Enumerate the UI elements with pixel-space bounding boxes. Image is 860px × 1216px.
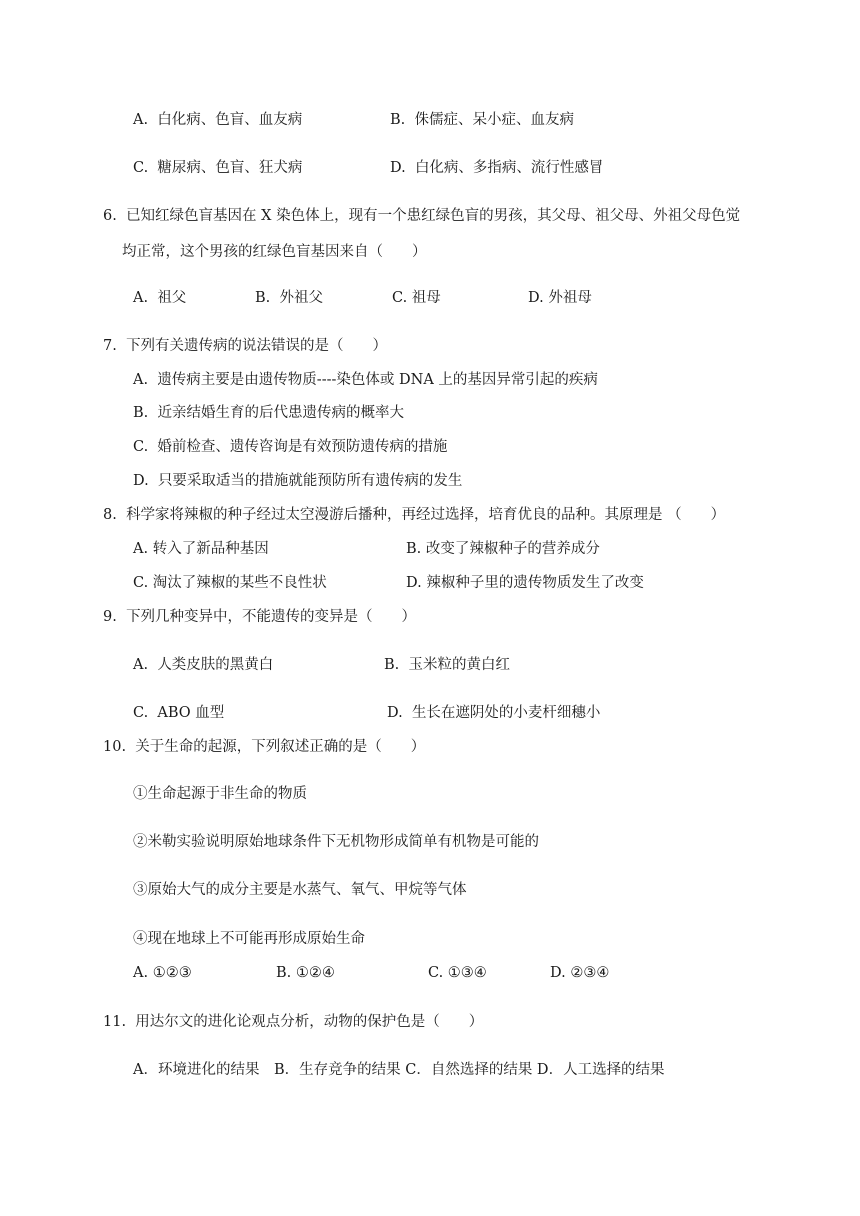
q8-stem: [103, 505, 725, 525]
option-letter: C.: [133, 160, 149, 176]
option-letter: B.: [384, 657, 400, 673]
option-text: 祖母: [411, 290, 441, 306]
option-text: ①③④: [447, 965, 487, 981]
q5-option-b: [390, 110, 574, 130]
question-stem: 下列有关遗传病的说法错误的是（ ）: [126, 338, 388, 354]
question-number: 6.: [103, 208, 117, 224]
option-text: ABO 血型: [157, 705, 225, 721]
q7-option-d: [133, 471, 462, 491]
q8-option-a: [133, 539, 269, 559]
q6-stem-line2: 均正常，这个男孩的红绿色盲基因来自（ ）: [122, 244, 427, 260]
option-text: ①②④: [295, 965, 335, 981]
q6-option-a: [133, 288, 186, 308]
q9-option-b: [384, 655, 510, 675]
option-letter: D.: [387, 705, 403, 721]
option-text: 改变了辣椒种子的营养成分: [425, 541, 600, 557]
option-letter: A.: [133, 541, 149, 557]
option-letter: B.: [406, 541, 422, 557]
option-text: 侏儒症、呆小症、血友病: [414, 112, 574, 128]
question-number: 8.: [103, 507, 117, 523]
option-letter: D.: [390, 160, 406, 176]
option-text: 人类皮肤的黑黄白: [157, 657, 274, 673]
option-text: 外祖父: [279, 290, 323, 306]
q10-option-c: [428, 963, 487, 983]
q9-stem: [103, 607, 416, 627]
q9-option-d: [387, 703, 600, 723]
q9-option-a: [133, 655, 273, 675]
q8-option-c: [133, 573, 327, 593]
option-letter: C.: [428, 965, 444, 981]
q5-option-d: [390, 158, 603, 178]
option-letter: B.: [276, 965, 292, 981]
option-text: 近亲结婚生育的后代患遗传病的概率大: [157, 405, 404, 421]
q11-options: A．环境进化的结果 B．生存竞争的结果 C．自然选择的结果 D．人工选择的结果: [133, 1062, 665, 1078]
question-stem: 科学家将辣椒的种子经过太空漫游后播种，再经过选择，培育优良的品种。其原理是 （ ）: [126, 507, 726, 523]
option-text: ②③④: [570, 965, 610, 981]
q5-option-c: [133, 158, 302, 178]
q7-option-a: [133, 370, 598, 390]
option-letter: A.: [133, 965, 149, 981]
option-letter: B.: [133, 405, 149, 421]
option-letter: D.: [133, 473, 149, 489]
option-letter: D.: [528, 290, 544, 306]
question-number: 10.: [103, 739, 127, 755]
question-stem: 已知红绿色盲基因在 X 染色体上，现有一个患红绿色盲的男孩，其父母、祖父母、外祖父母色觉: [126, 208, 741, 224]
option-text: 淘汰了辣椒的某些不良性状: [152, 575, 327, 591]
question-number: 9.: [103, 609, 117, 625]
option-text: 婚前检查、遗传咨询是有效预防遗传病的措施: [157, 439, 448, 455]
option-text: 外祖母: [548, 290, 592, 306]
q6-option-b: [255, 288, 323, 308]
option-text: 辣椒种子里的遗传物质发生了改变: [426, 575, 644, 591]
question-stem: 关于生命的起源，下列叙述正确的是（ ）: [135, 739, 426, 755]
q10-option-b: [276, 963, 335, 983]
q6-option-d: [528, 288, 592, 308]
option-text: ①②③: [152, 965, 192, 981]
q8-option-b: [406, 539, 600, 559]
option-text: 只要采取适当的措施就能预防所有遗传病的发生: [157, 473, 463, 489]
q6-option-c: [392, 288, 441, 308]
option-letter: A.: [133, 290, 149, 306]
q5-option-a: [133, 110, 302, 130]
q8-option-d: [406, 573, 644, 593]
q10-statement-4: ④现在地球上不可能再形成原始生命: [133, 931, 365, 947]
option-text: 遗传病主要是由遗传物质----染色体或 DNA 上的基因异常引起的疾病: [157, 372, 598, 388]
q10-statement-2: ②米勒实验说明原始地球条件下无机物形成简单有机物是可能的: [133, 834, 539, 850]
option-text: 玉米粒的黄白红: [408, 657, 510, 673]
q10-statement-3: ③原始大气的成分主要是水蒸气、氧气、甲烷等气体: [133, 882, 467, 898]
q11-stem: [103, 1012, 483, 1032]
option-letter: B.: [390, 112, 406, 128]
option-letter: D.: [406, 575, 422, 591]
question-number: 7.: [103, 338, 117, 354]
q7-stem: [103, 336, 387, 356]
q10-stem: [103, 737, 425, 757]
option-text: 糖尿病、色盲、狂犬病: [157, 160, 303, 176]
option-letter: A.: [133, 112, 149, 128]
question-stem: 用达尔文的进化论观点分析，动物的保护色是（ ）: [135, 1014, 484, 1030]
q10-statement-1: ①生命起源于非生命的物质: [133, 786, 307, 802]
option-letter: D.: [550, 965, 566, 981]
question-number: 11.: [103, 1014, 127, 1030]
q6-stem-line1: [103, 206, 740, 226]
option-letter: C.: [392, 290, 408, 306]
option-letter: C.: [133, 439, 149, 455]
option-text: 祖父: [157, 290, 187, 306]
question-stem: 下列几种变异中，不能遗传的变异是（ ）: [126, 609, 417, 625]
option-letter: C.: [133, 705, 149, 721]
q10-option-a: [133, 963, 192, 983]
option-letter: C.: [133, 575, 149, 591]
option-letter: B.: [255, 290, 271, 306]
q7-option-b: [133, 403, 404, 423]
q10-option-d: [550, 963, 609, 983]
option-text: 生长在遮阴处的小麦杆细穗小: [411, 705, 601, 721]
option-text: 转入了新品种基因: [152, 541, 269, 557]
q7-option-c: [133, 437, 447, 457]
option-letter: A.: [133, 372, 149, 388]
q9-option-c: [133, 703, 224, 723]
option-text: 白化病、色盲、血友病: [157, 112, 303, 128]
option-text: 白化病、多指病、流行性感冒: [414, 160, 604, 176]
option-letter: A.: [133, 657, 149, 673]
